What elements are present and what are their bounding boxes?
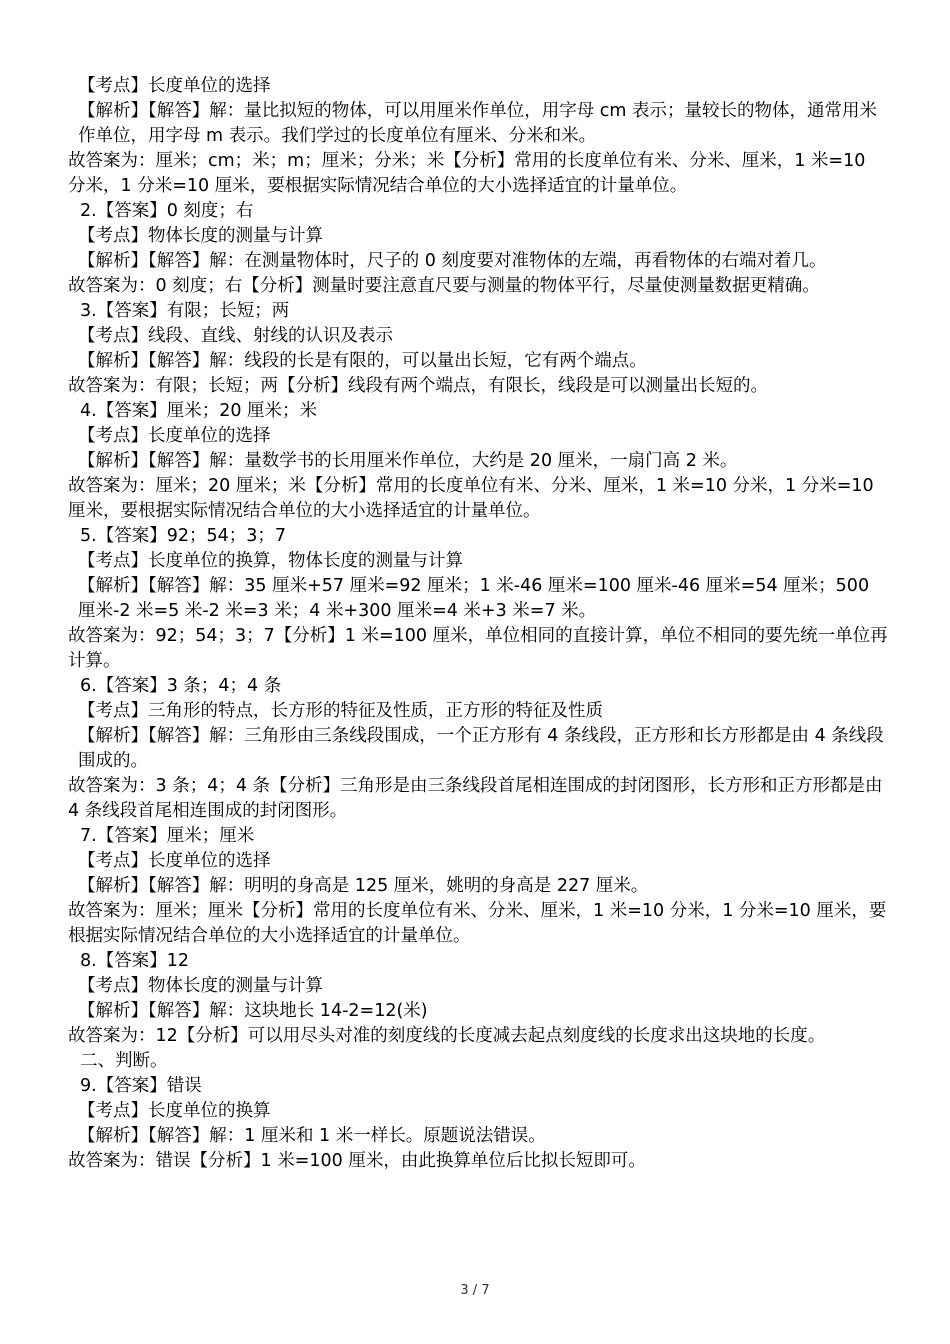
text-line: 4.【答案】厘米；20 厘米；米 (80, 401, 318, 421)
text-line: 【解析】【解答】解：35 厘米+57 厘米=92 厘米；1 米-46 厘米=100 厘米-46 厘米=54 厘米；500 厘米-2 米=5 米-2 米=3 米；4 米+300 厘米=4 米+3 米=7 米。 (78, 576, 875, 621)
text-line: 3.【答案】有限；长短；两 (80, 301, 290, 321)
text-line: 【解析】【解答】解：明明的身高是 125 厘米，姚明的身高是 227 厘米。 (78, 876, 649, 896)
text-line: 故答案为：0 刻度；右【分析】测量时要注意直尺要与测量的物体平行，尽量使测量数据更精确。 (68, 276, 820, 296)
text-line: 故答案为：厘米；20 厘米；米【分析】常用的长度单位有米、分米、厘米，1 米=10 分米，1 分米=10 厘米，要根据实际情况结合单位的大小选择适宜的计量单位。 (68, 476, 880, 521)
text-line: 【考点】长度单位的选择 (78, 76, 271, 96)
text-line: 故答案为：厘米；厘米【分析】常用的长度单位有米、分米、厘米，1 米=10 分米，1 分米=10 厘米，要根据实际情况结合单位的大小选择适宜的计量单位。 (68, 901, 887, 946)
text-line: 8.【答案】12 (80, 951, 189, 971)
text-line: 【解析】【解答】解：在测量物体时，尺子的 0 刻度要对准物体的左端，再看物体的右端对着几。 (78, 251, 827, 271)
text-line: 【考点】长度单位的选择 (78, 851, 271, 871)
text-line: 【考点】线段、直线、射线的认识及表示 (78, 326, 393, 346)
text-line: 【解析】【解答】解：1 厘米和 1 米一样长。原题说法错误。 (78, 1126, 546, 1146)
text-line: 5.【答案】92；54；3；7 (80, 526, 287, 546)
text-line: 故答案为：错误【分析】1 米=100 厘米，由此换算单位后比拟长短即可。 (68, 1151, 646, 1171)
text-line: 故答案为：92；54；3；7【分析】1 米=100 厘米，单位相同的直接计算，单位不相同的要先统一单位再计算。 (68, 626, 888, 671)
text-line: 故答案为：有限；长短；两【分析】线段有两个端点，有限长，线段是可以测量出长短的。 (68, 376, 768, 396)
text-line: 【解析】【解答】解：量比拟短的物体，可以用厘米作单位，用字母 cm 表示；量较长的物体，通常用米作单位，用字母 m 表示。我们学过的长度单位有厘米、分米和米。 (78, 101, 878, 146)
text-line: 【考点】长度单位的换算，物体长度的测量与计算 (78, 551, 463, 571)
text-line: 故答案为：3 条；4；4 条【分析】三角形是由三条线段首尾相连围成的封闭图形，长方形和正方形都是由 4 条线段首尾相连围成的封闭图形。 (68, 776, 889, 821)
text-line: 2.【答案】0 刻度；右 (80, 201, 254, 221)
text-line: 【解析】【解答】解：量数学书的长用厘米作单位，大约是 20 厘米，一扇门高 2 米。 (78, 451, 738, 471)
text-line: 【考点】长度单位的选择 (78, 426, 271, 446)
text-line: 9.【答案】错误 (80, 1076, 202, 1096)
text-line: 【解析】【解答】解：三角形由三条线段围成，一个正方形有 4 条线段，正方形和长方形都是由 4 条线段围成的。 (78, 726, 884, 771)
text-line: 二、判断。 (80, 1051, 168, 1071)
page-number: 3 / 7 (460, 1283, 490, 1298)
text-line: 【考点】物体长度的测量与计算 (78, 976, 323, 996)
text-line: 【解析】【解答】解：这块地长 14-2=12(米) (78, 1001, 428, 1021)
text-line: 【考点】物体长度的测量与计算 (78, 226, 323, 246)
document-body (68, 74, 888, 1174)
text-line: 【考点】三角形的特点，长方形的特征及性质，正方形的特征及性质 (78, 701, 603, 721)
text-line: 故答案为：12【分析】可以用尽头对准的刻度线的长度减去起点刻度线的长度求出这块地的长度。 (68, 1026, 826, 1046)
text-line: 【考点】长度单位的换算 (78, 1101, 271, 1121)
text-line: 6.【答案】3 条；4；4 条 (80, 676, 282, 696)
text-line: 【解析】【解答】解：线段的长是有限的，可以量出长短，它有两个端点。 (78, 351, 647, 371)
text-line: 7.【答案】厘米；厘米 (80, 826, 255, 846)
text-line: 故答案为：厘米；cm；米；m；厘米；分米；米【分析】常用的长度单位有米、分米、厘米，1 米=10 分米，1 分米=10 厘米，要根据实际情况结合单位的大小选择适宜的计量单位。 (68, 151, 871, 196)
